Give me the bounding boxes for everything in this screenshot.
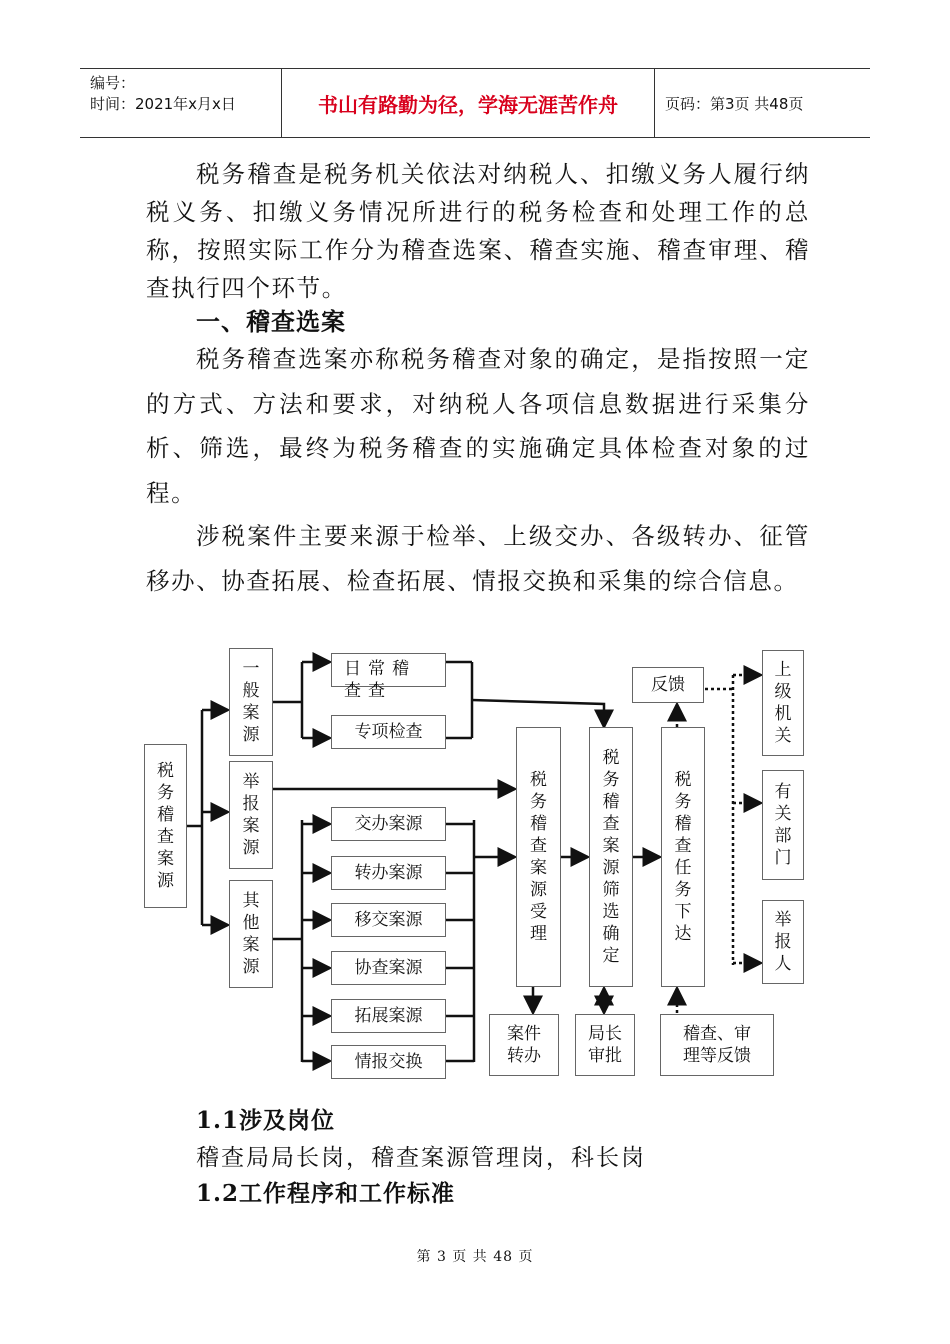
page-footer: 第 3 页 共 48 页 [416,1249,534,1265]
related-departments-box: 有 关 部 门 [762,770,804,880]
selection-paragraph: 税务稽查选案亦称税务稽查对象的确定，是指按照一定的方式、方法和要求，对纳税人各项信息数据进行采集分析、筛选，最终为税务稽查的实施确定具体检查对象的过程。 [146,345,810,507]
source-item-box: 交办案源 [331,807,446,841]
page-header [80,68,870,138]
source-accept-box: 税 务 稽 查 案 源 受 理 [516,727,561,987]
general-source-box: 一 般 案 源 [229,648,273,756]
feedback-box: 反馈 [632,667,704,703]
source-item-box: 协查案源 [331,951,446,985]
tax-audit-source-box: 税 务 稽 查 案 源 [144,744,187,908]
header-motto: 书山有路勤为径，学海无涯苦作舟 [282,69,655,137]
sources-paragraph: 涉税案件主要来源于检举、上级交办、各级转办、征管移办、协查拓展、检查拓展、情报交换和采集的综合信息。 [146,522,810,595]
header-meta [80,69,282,137]
header-date: 时间：2021年x月x日 [90,95,236,113]
source-item-box: 转办案源 [331,856,446,890]
header-page-info: 页码：第3页 共48页 [665,94,804,113]
source-item-box: 情报交换 [331,1045,446,1079]
review-feedback-box: 稽查、审 理等反馈 [660,1014,774,1076]
subsection-heading-posts: 1.1涉及岗位 [196,1107,336,1134]
source-screen-box: 税 务 稽 查 案 源 筛 选 确 定 [589,727,633,987]
report-source-box: 举 报 案 源 [229,761,273,869]
subsection-heading-procedure: 1.2工作程序和工作标准 [196,1180,456,1207]
case-transfer-box: 案件 转办 [489,1014,559,1076]
source-item-box: 移交案源 [331,903,446,937]
reporter-box: 举 报 人 [762,900,804,984]
daily-check-box: 日常稽查查 [331,653,446,687]
special-check-box: 专项检查 [331,715,446,749]
posts-text: 稽查局局长岗，稽查案源管理岗，科长岗 [196,1145,646,1171]
director-approval-box: 局长 审批 [575,1014,635,1076]
source-item-box: 拓展案源 [331,999,446,1033]
header-number: 编号： [90,74,136,92]
other-source-box: 其 他 案 源 [229,880,273,988]
task-dispatch-box: 税 务 稽 查 任 务 下 达 [661,727,705,987]
superior-agency-box: 上 级 机 关 [762,650,804,756]
intro-paragraph: 税务稽查是税务机关依法对纳税人、扣缴义务人履行纳税义务、扣缴义务情况所进行的税务检查和处理工作的总称，按照实际工作分为稽查选案、稽查实施、稽查审理、稽查执行四个环节。 [146,160,810,302]
section-heading: 一、稽查选案 [196,307,346,336]
